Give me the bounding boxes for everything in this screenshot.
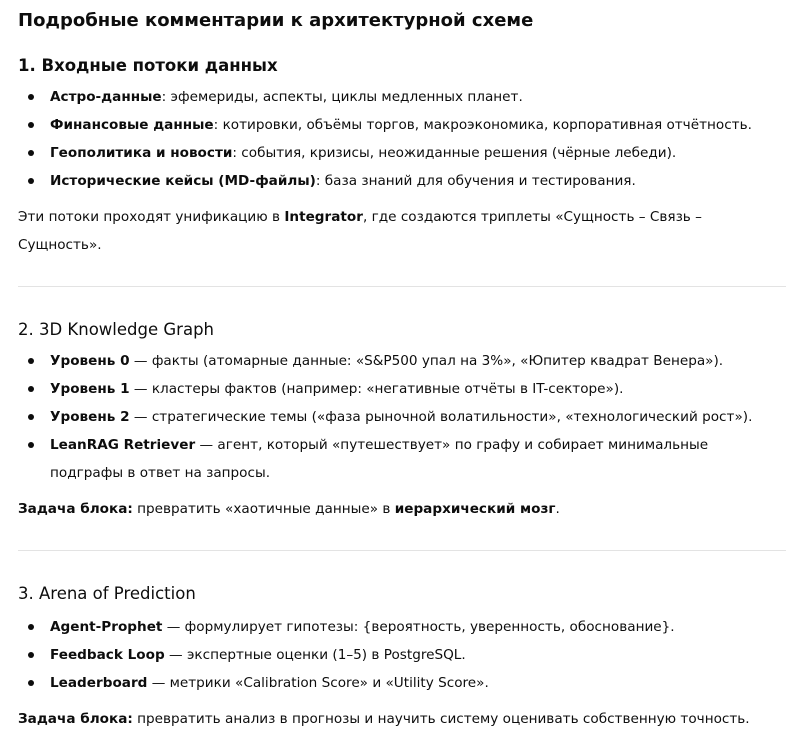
item-text: экспертные оценки (1–5) в PostgreSQL.	[186, 647, 466, 663]
item-term: Астро-данные	[50, 89, 162, 105]
section-2-list	[18, 347, 784, 487]
item-text: метрики «Calibration Score» и «Utility Score».	[169, 675, 489, 691]
item-text: котировки, объёмы торгов, макроэкономика, корпоративная отчётность.	[222, 117, 752, 133]
item-text: факты (атомарные данные: «S&P500 упал на 3%», «Юпитер квадрат Венера»).	[151, 353, 724, 369]
item-separator: —	[129, 381, 152, 397]
item-separator: :	[232, 145, 242, 161]
list-item	[18, 375, 784, 403]
item-separator: —	[195, 437, 218, 453]
item-separator: —	[129, 353, 152, 369]
para-label: Задача блока:	[18, 711, 133, 727]
list-item	[18, 167, 784, 195]
page-title: Подробные комментарии к архитектурной схеме	[18, 10, 534, 31]
section-2-heading: 2. 3D Knowledge Graph	[18, 320, 214, 339]
item-separator: —	[147, 675, 170, 691]
section-1-list	[18, 83, 784, 195]
list-item	[18, 613, 784, 641]
section-3-heading: 3. Arena of Prediction	[18, 584, 196, 603]
para-text: превратить «хаотичные данные» в	[132, 501, 395, 517]
item-separator: :	[213, 117, 223, 133]
item-text: кластеры фактов (например: «негативные отчёты в IT-секторе»).	[151, 381, 624, 397]
item-term: Уровень 1	[50, 381, 130, 397]
list-item	[18, 111, 784, 139]
item-term: Feedback Loop	[50, 647, 165, 663]
item-separator: —	[162, 619, 185, 635]
item-text: эфемериды, аспекты, циклы медленных планет.	[170, 89, 523, 105]
divider	[18, 286, 786, 287]
item-text: стратегические темы («фаза рыночной волатильности», «технологический рост»).	[151, 409, 753, 425]
item-text: формулирует гипотезы: {вероятность, уверенность, обоснование}.	[184, 619, 675, 635]
list-item	[18, 641, 784, 669]
list-item	[18, 347, 784, 375]
para-text: Эти потоки проходят унификацию в	[18, 209, 285, 225]
section-1-heading: 1. Входные потоки данных	[18, 56, 278, 75]
list-item	[18, 431, 784, 487]
item-text: база знаний для обучения и тестирования.	[324, 173, 636, 189]
item-separator: —	[164, 647, 187, 663]
item-term: Уровень 2	[50, 409, 130, 425]
para-bold: иерархический мозг	[394, 501, 556, 517]
para-text: превратить анализ в прогнозы и научить систему оценивать собственную точность.	[132, 711, 750, 727]
section-2-paragraph	[18, 495, 763, 523]
para-bold: Integrator	[284, 209, 363, 225]
section-3-paragraph	[18, 705, 763, 733]
item-separator: :	[315, 173, 325, 189]
item-text: события, кризисы, неожиданные решения (чёрные лебеди).	[241, 145, 677, 161]
item-term: Leaderboard	[50, 675, 148, 691]
list-item	[18, 83, 784, 111]
para-text-end: , где создаются триплеты «Сущность – Связь – Сущность».	[18, 209, 702, 253]
section-1-paragraph	[18, 203, 763, 259]
list-item	[18, 669, 784, 697]
item-term: Уровень 0	[50, 353, 130, 369]
item-term: Исторические кейсы (MD-файлы)	[50, 173, 316, 189]
item-term: LeanRAG Retriever	[50, 437, 196, 453]
list-item	[18, 139, 784, 167]
item-separator: :	[161, 89, 171, 105]
para-text-end: .	[555, 501, 560, 517]
list-item	[18, 403, 784, 431]
item-text: агент, который «путешествует» по графу и собирает минимальные подграфы в ответ на запросы.	[50, 437, 709, 481]
item-term: Agent-Prophet	[50, 619, 163, 635]
item-term: Геополитика и новости	[50, 145, 233, 161]
para-label: Задача блока:	[18, 501, 133, 517]
section-3-list	[18, 613, 784, 697]
item-term: Финансовые данные	[50, 117, 214, 133]
divider	[18, 550, 786, 551]
item-separator: —	[129, 409, 152, 425]
